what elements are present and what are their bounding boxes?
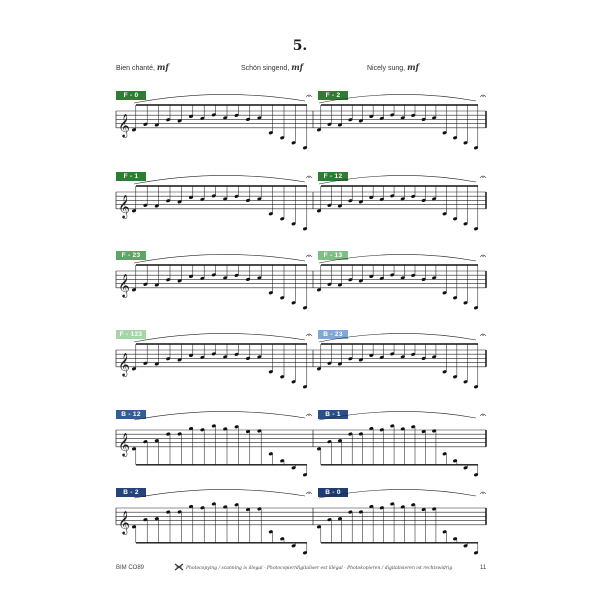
fermata-dot: [308, 96, 309, 97]
copyright-notice: Photocopying / scanning is illegal - Photocopier/digitaliser est illégal - Photokopieren / digitalisieren ist rechtswidrig: [186, 566, 453, 571]
treble-clef-icon: 𝄞: [118, 272, 130, 297]
no-copy-icon: [174, 563, 184, 571]
fermata-dot: [308, 256, 309, 257]
fingering-label: B - 2: [116, 488, 146, 497]
fermata-dot: [308, 335, 309, 336]
fingering-label: F - 123: [116, 330, 146, 339]
fingering-label: B - 0: [318, 488, 348, 497]
fingering-label: F - 13: [318, 251, 348, 260]
fermata-dot: [482, 256, 483, 257]
fermata-dot: [308, 493, 309, 494]
dynamic-marking: mf: [407, 62, 419, 72]
fermata-dot: [482, 335, 483, 336]
slur: [319, 94, 476, 103]
fermata-dot: [482, 415, 483, 416]
slur: [319, 489, 476, 498]
treble-clef-icon: 𝄞: [118, 351, 130, 376]
fingering-label: B - 23: [318, 330, 348, 339]
slur: [134, 333, 305, 342]
treble-clef-icon: 𝄞: [118, 112, 130, 137]
fermata-dot: [308, 177, 309, 178]
slur: [134, 254, 305, 263]
exercise-number: 5.: [292, 38, 308, 54]
fingering-label: F - 12: [318, 172, 348, 181]
fermata-dot: [482, 493, 483, 494]
fermata-dot: [308, 415, 309, 416]
fingering-label: B - 1: [318, 410, 348, 419]
dynamic-marking: mf: [156, 62, 169, 72]
slur: [134, 411, 305, 420]
fermata-dot: [482, 177, 483, 178]
slur: [319, 411, 476, 420]
fingering-label: F - 1: [116, 172, 146, 181]
treble-clef-icon: 𝄞: [118, 193, 130, 218]
fingering-label: F - 2: [318, 91, 348, 100]
catalog-code: BIM CO89: [116, 565, 145, 571]
fermata-dot: [482, 96, 483, 97]
instruction-text: Schön singend,: [241, 65, 290, 72]
page-number: 11: [480, 565, 487, 571]
dynamic-marking: mf: [291, 62, 304, 72]
fingering-label: B - 12: [116, 410, 146, 419]
treble-clef-icon: 𝄞: [118, 509, 130, 534]
instruction-text: Nicely sung,: [367, 65, 406, 72]
slur: [319, 254, 476, 263]
treble-clef-icon: 𝄞: [118, 431, 130, 456]
slur: [134, 94, 305, 103]
fingering-label: F - 0: [116, 91, 146, 100]
slur: [134, 175, 305, 184]
slur: [319, 175, 476, 184]
slur: [134, 489, 305, 498]
slur: [319, 333, 476, 342]
instruction-text: Bien chanté,: [116, 65, 155, 72]
fingering-label: F - 23: [116, 251, 146, 260]
